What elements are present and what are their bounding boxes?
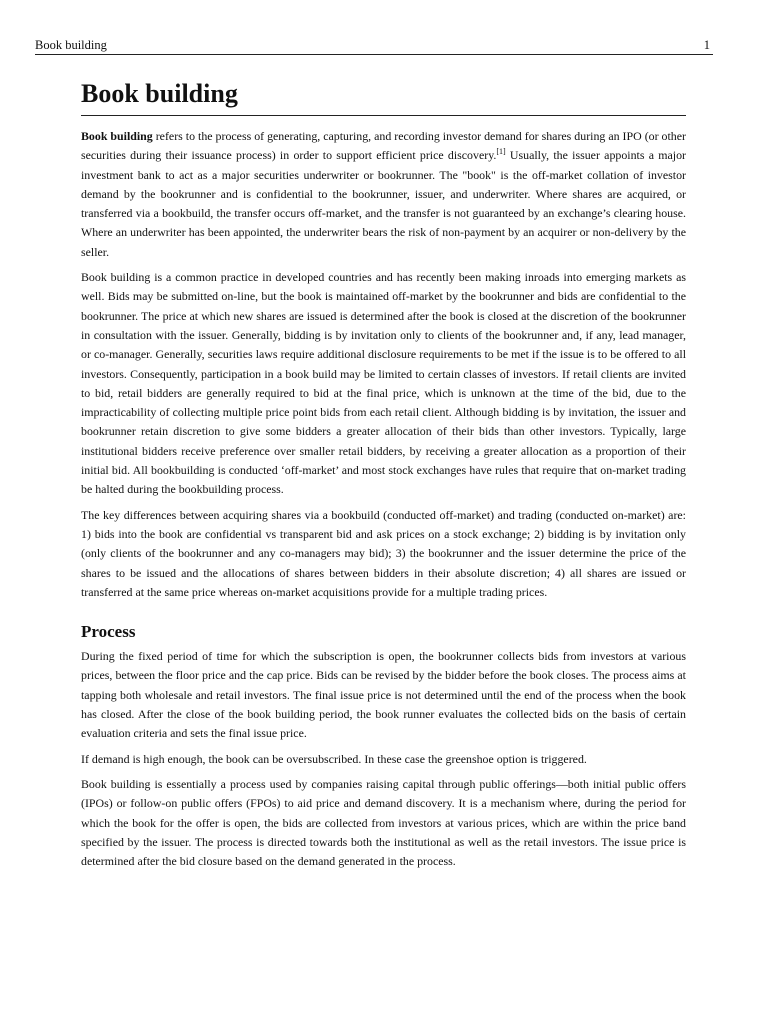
running-header-title: Book building <box>35 38 107 52</box>
process-paragraph-1: During the fixed period of time for which the subscription is open, the bookrunner collects bids from investors at various prices, between the floor price and the cap price. Bids can be revised by the bidder before the book closes. The process aims at tapping both wholesale and retail investors. The final issue price is not determined until the end of the process when the book has closed. After the close of the book building period, the book runner evaluates the collected bids on the basis of certain evaluation criteria and sets the final issue price. <box>81 649 686 741</box>
running-header <box>35 38 713 55</box>
process-paragraph-2: If demand is high enough, the book can be oversubscribed. In these case the greenshoe option is triggered. <box>81 751 587 766</box>
paragraph-key-differences: The key differences between acquiring shares via a bookbuild (conducted off-market) and trading (conducted on-market) are: 1) bids into the book are confidential vs transparent bid and ask prices on a stock exchange; 2) bidding is by invitation only (only clients of the bookrunner and any co-managers may bid); 3) the bookrunner and the issuer determine the price of the shares to be issued and the allocations of shares between bidders in their absolute discretion; 4) all shares are issued or transferred at the same price whereas on-market acquisitions provide for a multiple trading prices. <box>81 507 686 599</box>
article-body <box>81 127 686 877</box>
page-number: 1 <box>703 38 710 52</box>
section-heading-process: Process <box>81 622 136 642</box>
process-paragraph-3: Book building is essentially a process used by companies raising capital through public offerings—both initial public offers (IPOs) or follow-on public offers (FPOs) to aid price and demand discovery. It is a mechanism where, during the period for which the book for the offer is open, the bids are collected from investors at various prices, which are within the price band specified by the issuer. The process is directed towards both the institutional as well as the retail investors. The issue price is determined after the bid closure based on the demand generated in the process. <box>81 776 686 869</box>
page-title: Book building <box>81 77 686 116</box>
intro-paragraph <box>81 127 686 262</box>
intro-lead-term: Book building <box>81 129 153 143</box>
intro-text-part1: refers to the process of generating, capturing, and recording investor demand for shares during an IPO (or other securities during their issuance process) in order to support efficient price discovery. <box>81 129 686 163</box>
paragraph-practice: Book building is a common practice in developed countries and has recently been making inroads into emerging markets as well. Bids may be submitted on-line, but the book is maintained off-market by the bookrunner and bids are confidential to the bookrunner. The price at which new shares are issued is determined after the book is closed at the discretion of the bookrunner in consultation with the issuer. Generally, bidding is by invitation only to clients of the bookrunner and, if any, lead manager, or co-manager. Generally, securities laws require additional disclosure requirements to be met if the issue is to be offered to all investors. Consequently, participation in a book build may be limited to certain classes of investors. If retail clients are invited to bid, retail bidders are generally required to bid at the final price, which is unknown at the time of the bid, due to the impracticability of collecting multiple price point bids from each retail client. Although bidding is by invitation, the issuer and bookrunner retain discretion to give some bidders a greater allocation of their bids than other investors. Typically, large institutional bidders receive preference over smaller retail bidders, by receiving a greater allocation as a proportion of their initial bid. All bookbuilding is conducted ‘off-market’ and most stock exchanges have rules that require that on-market trading be halted during the bookbuilding process. <box>81 270 686 497</box>
intro-text-part2: Usually, the issuer appoints a major investment bank to act as a major securities underwriter or bookrunner. The "book" is the off-market collation of investor demand by the bookrunner and is confidential to the bookrunner, issuer, and underwriter. Where shares are acquired, or transferred via a bookbuild, the transfer occurs off-market, and the transfer is not guaranteed by an exchange’s clearing house. Where an underwriter has been appointed, the underwriter bears the risk of non-payment by an acquirer or non-delivery by the seller. <box>81 148 686 259</box>
citation-link[interactable]: [1] <box>496 147 506 157</box>
